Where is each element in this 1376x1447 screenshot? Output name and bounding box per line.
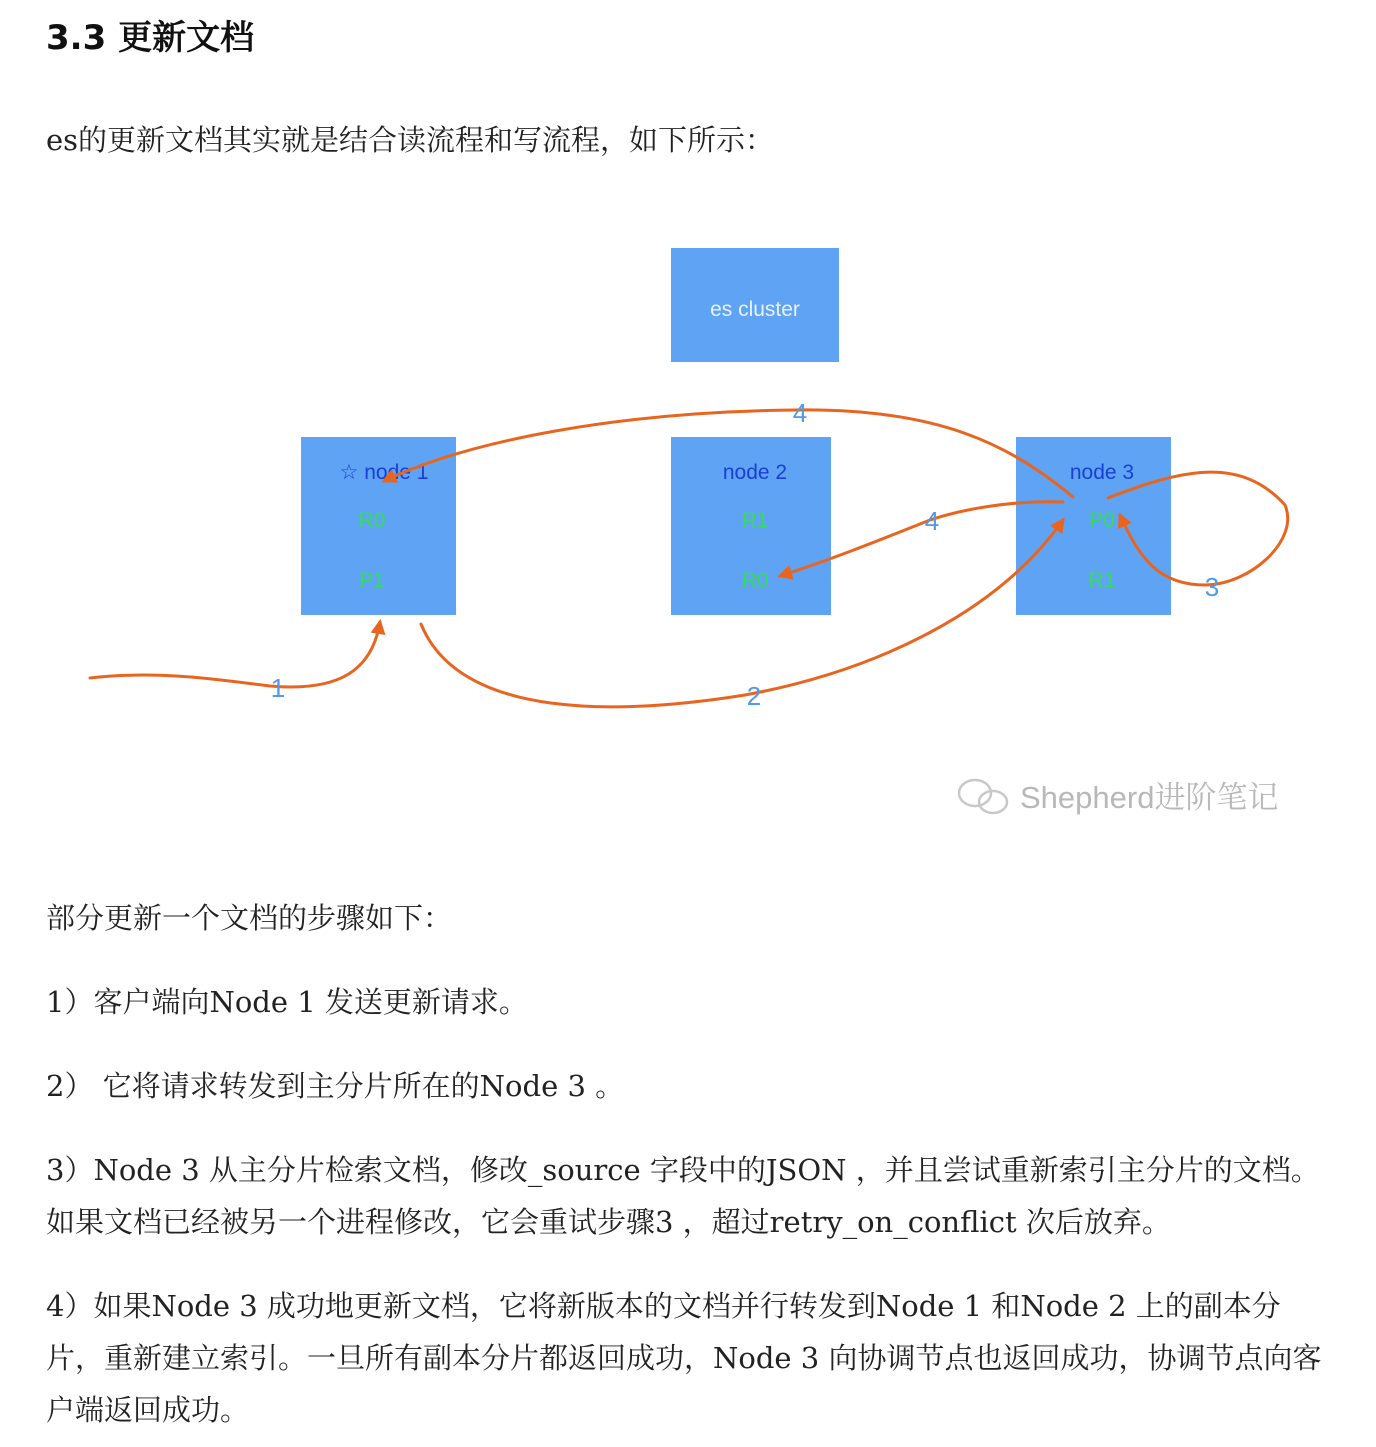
wechat-icon — [959, 780, 1007, 813]
arrow-label-4-mid: 4 — [924, 506, 940, 536]
node3-shard-p0: P0 — [1089, 509, 1115, 532]
node3-shard-r1: R1 — [1088, 569, 1116, 592]
node2-shard-r0: R0 — [741, 569, 769, 592]
node3-title: node 3 — [1069, 461, 1135, 484]
arrow-label-2: 2 — [746, 681, 762, 711]
intro-paragraph: es的更新文档其实就是结合读流程和写流程，如下所示： — [46, 123, 775, 157]
step-4-paragraph: 4）如果Node 3 成功地更新文档，它将新版本的文档并行转发到Node 1 和Node 2 上的副本分片，重新建立索引。一旦所有副本分片都返回成功，Node 3 向协调节点也返回成功，协调节点向客户端返回成功。 — [46, 1289, 1322, 1427]
node1-shard-p1: P1 — [359, 569, 385, 592]
step-2-paragraph: 2） 它将请求转发到主分片所在的Node 3 。 — [46, 1069, 625, 1103]
es-cluster-label: es cluster — [710, 298, 800, 321]
section-heading: 3.3 更新文档 — [46, 18, 255, 58]
node1-shard-r0: R0 — [358, 509, 386, 532]
node2-shard-r1: R1 — [741, 509, 769, 532]
arrow-label-4-top: 4 — [792, 398, 808, 428]
watermark-text: Shepherd进阶笔记 — [1020, 780, 1279, 815]
node2-title: node 2 — [722, 461, 788, 484]
arrow-label-3: 3 — [1204, 572, 1220, 602]
update-flow-diagram — [0, 190, 1376, 870]
step-1-paragraph: 1）客户端向Node 1 发送更新请求。 — [46, 985, 528, 1019]
step-3-paragraph: 3）Node 3 从主分片检索文档，修改_source 字段中的JSON ，并且尝试重新索引主分片的文档。如果文档已经被另一个进程修改，它会重试步骤3 ，超过retry_on_conflict 次后放弃。 — [46, 1153, 1320, 1239]
arrow-1 — [90, 622, 380, 687]
steps-intro-paragraph: 部分更新一个文档的步骤如下： — [46, 901, 453, 935]
arrow-label-1: 1 — [270, 673, 286, 703]
node1-title: ☆ node 1 — [339, 461, 429, 484]
